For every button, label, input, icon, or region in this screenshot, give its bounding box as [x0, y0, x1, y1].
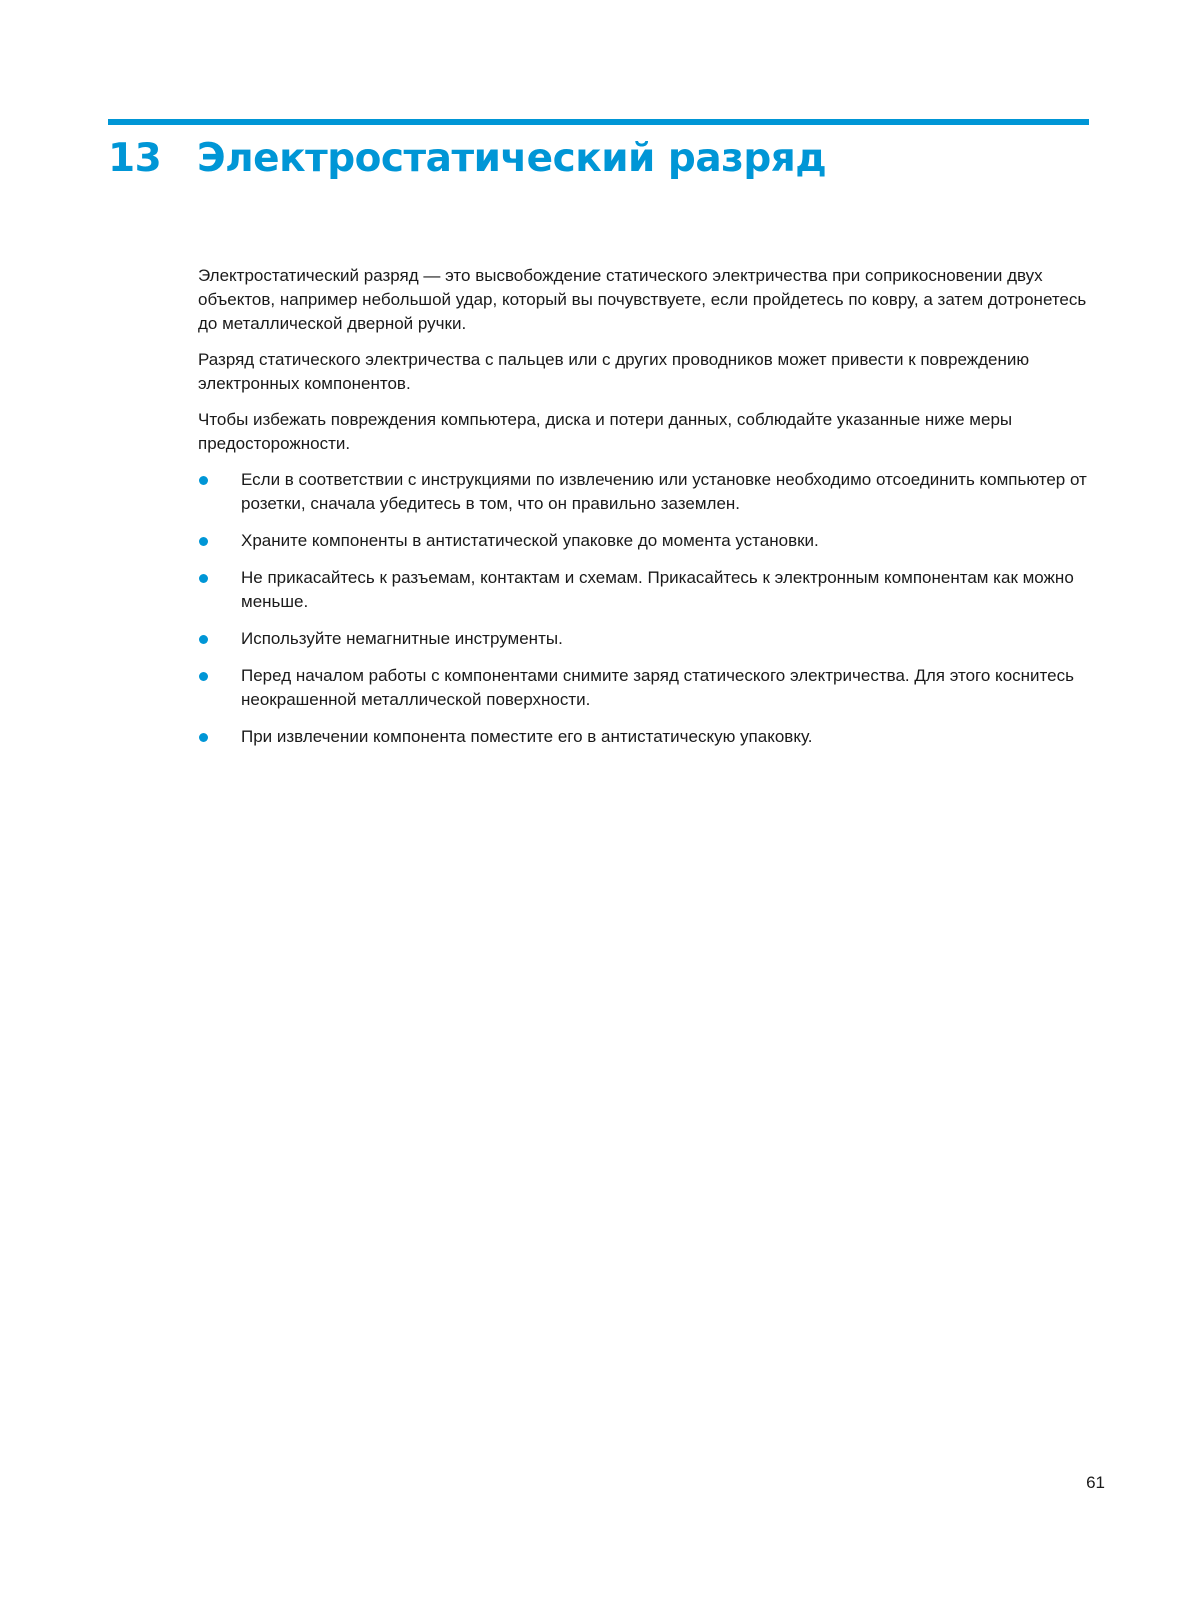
bullet-dot-icon [199, 537, 208, 546]
body-text [198, 264, 1090, 762]
list-item-text: Используйте немагнитные инструменты. [241, 629, 563, 648]
list-item-text: При извлечении компонента поместите его в антистатическую упаковку. [241, 727, 813, 746]
list-item-text: Перед началом работы с компонентами снимите заряд статического электричества. Для этого коснитесь неокрашенной металлической поверхности. [241, 666, 1074, 709]
list-item-text: Не прикасайтесь к разъемам, контактам и схемам. Прикасайтесь к электронным компонентам как можно меньше. [241, 568, 1074, 611]
bullet-dot-icon [199, 672, 208, 681]
bullet-dot-icon [199, 733, 208, 742]
list-item [198, 627, 1090, 651]
list-item [198, 468, 1090, 516]
bullet-dot-icon [199, 635, 208, 644]
list-item-text: Если в соответствии с инструкциями по извлечению или установке необходимо отсоединить компьютер от розетки, сначала убедитесь в том, что он правильно заземлен. [241, 470, 1087, 513]
paragraph-damage: Разряд статического электричества с пальцев или с других проводников может привести к повреждению электронных компонентов. [198, 350, 1030, 393]
chapter-rule [108, 119, 1089, 125]
precautions-list [198, 468, 1090, 749]
list-item-text: Храните компоненты в антистатической упаковке до момента установки. [241, 531, 819, 550]
list-item [198, 664, 1090, 712]
list-item [198, 529, 1090, 553]
chapter-heading [108, 136, 1089, 192]
paragraph-intro: Электростатический разряд — это высвобождение статического электричества при соприкосновении двух объектов, например небольшой удар, который вы почувствуете, если пройдетесь по ковру, а затем дотронетесь до металлической дверной ручки. [198, 266, 1087, 333]
bullet-dot-icon [199, 476, 208, 485]
bullet-dot-icon [199, 574, 208, 583]
list-item [198, 725, 1090, 749]
chapter-number: 13 [108, 136, 162, 181]
page-number: 61 [1086, 1473, 1105, 1492]
list-item [198, 566, 1090, 614]
chapter-title: Электростатический разряд [197, 136, 827, 181]
paragraph-precautions: Чтобы избежать повреждения компьютера, диска и потери данных, соблюдайте указанные ниже меры предосторожности. [198, 410, 1013, 453]
